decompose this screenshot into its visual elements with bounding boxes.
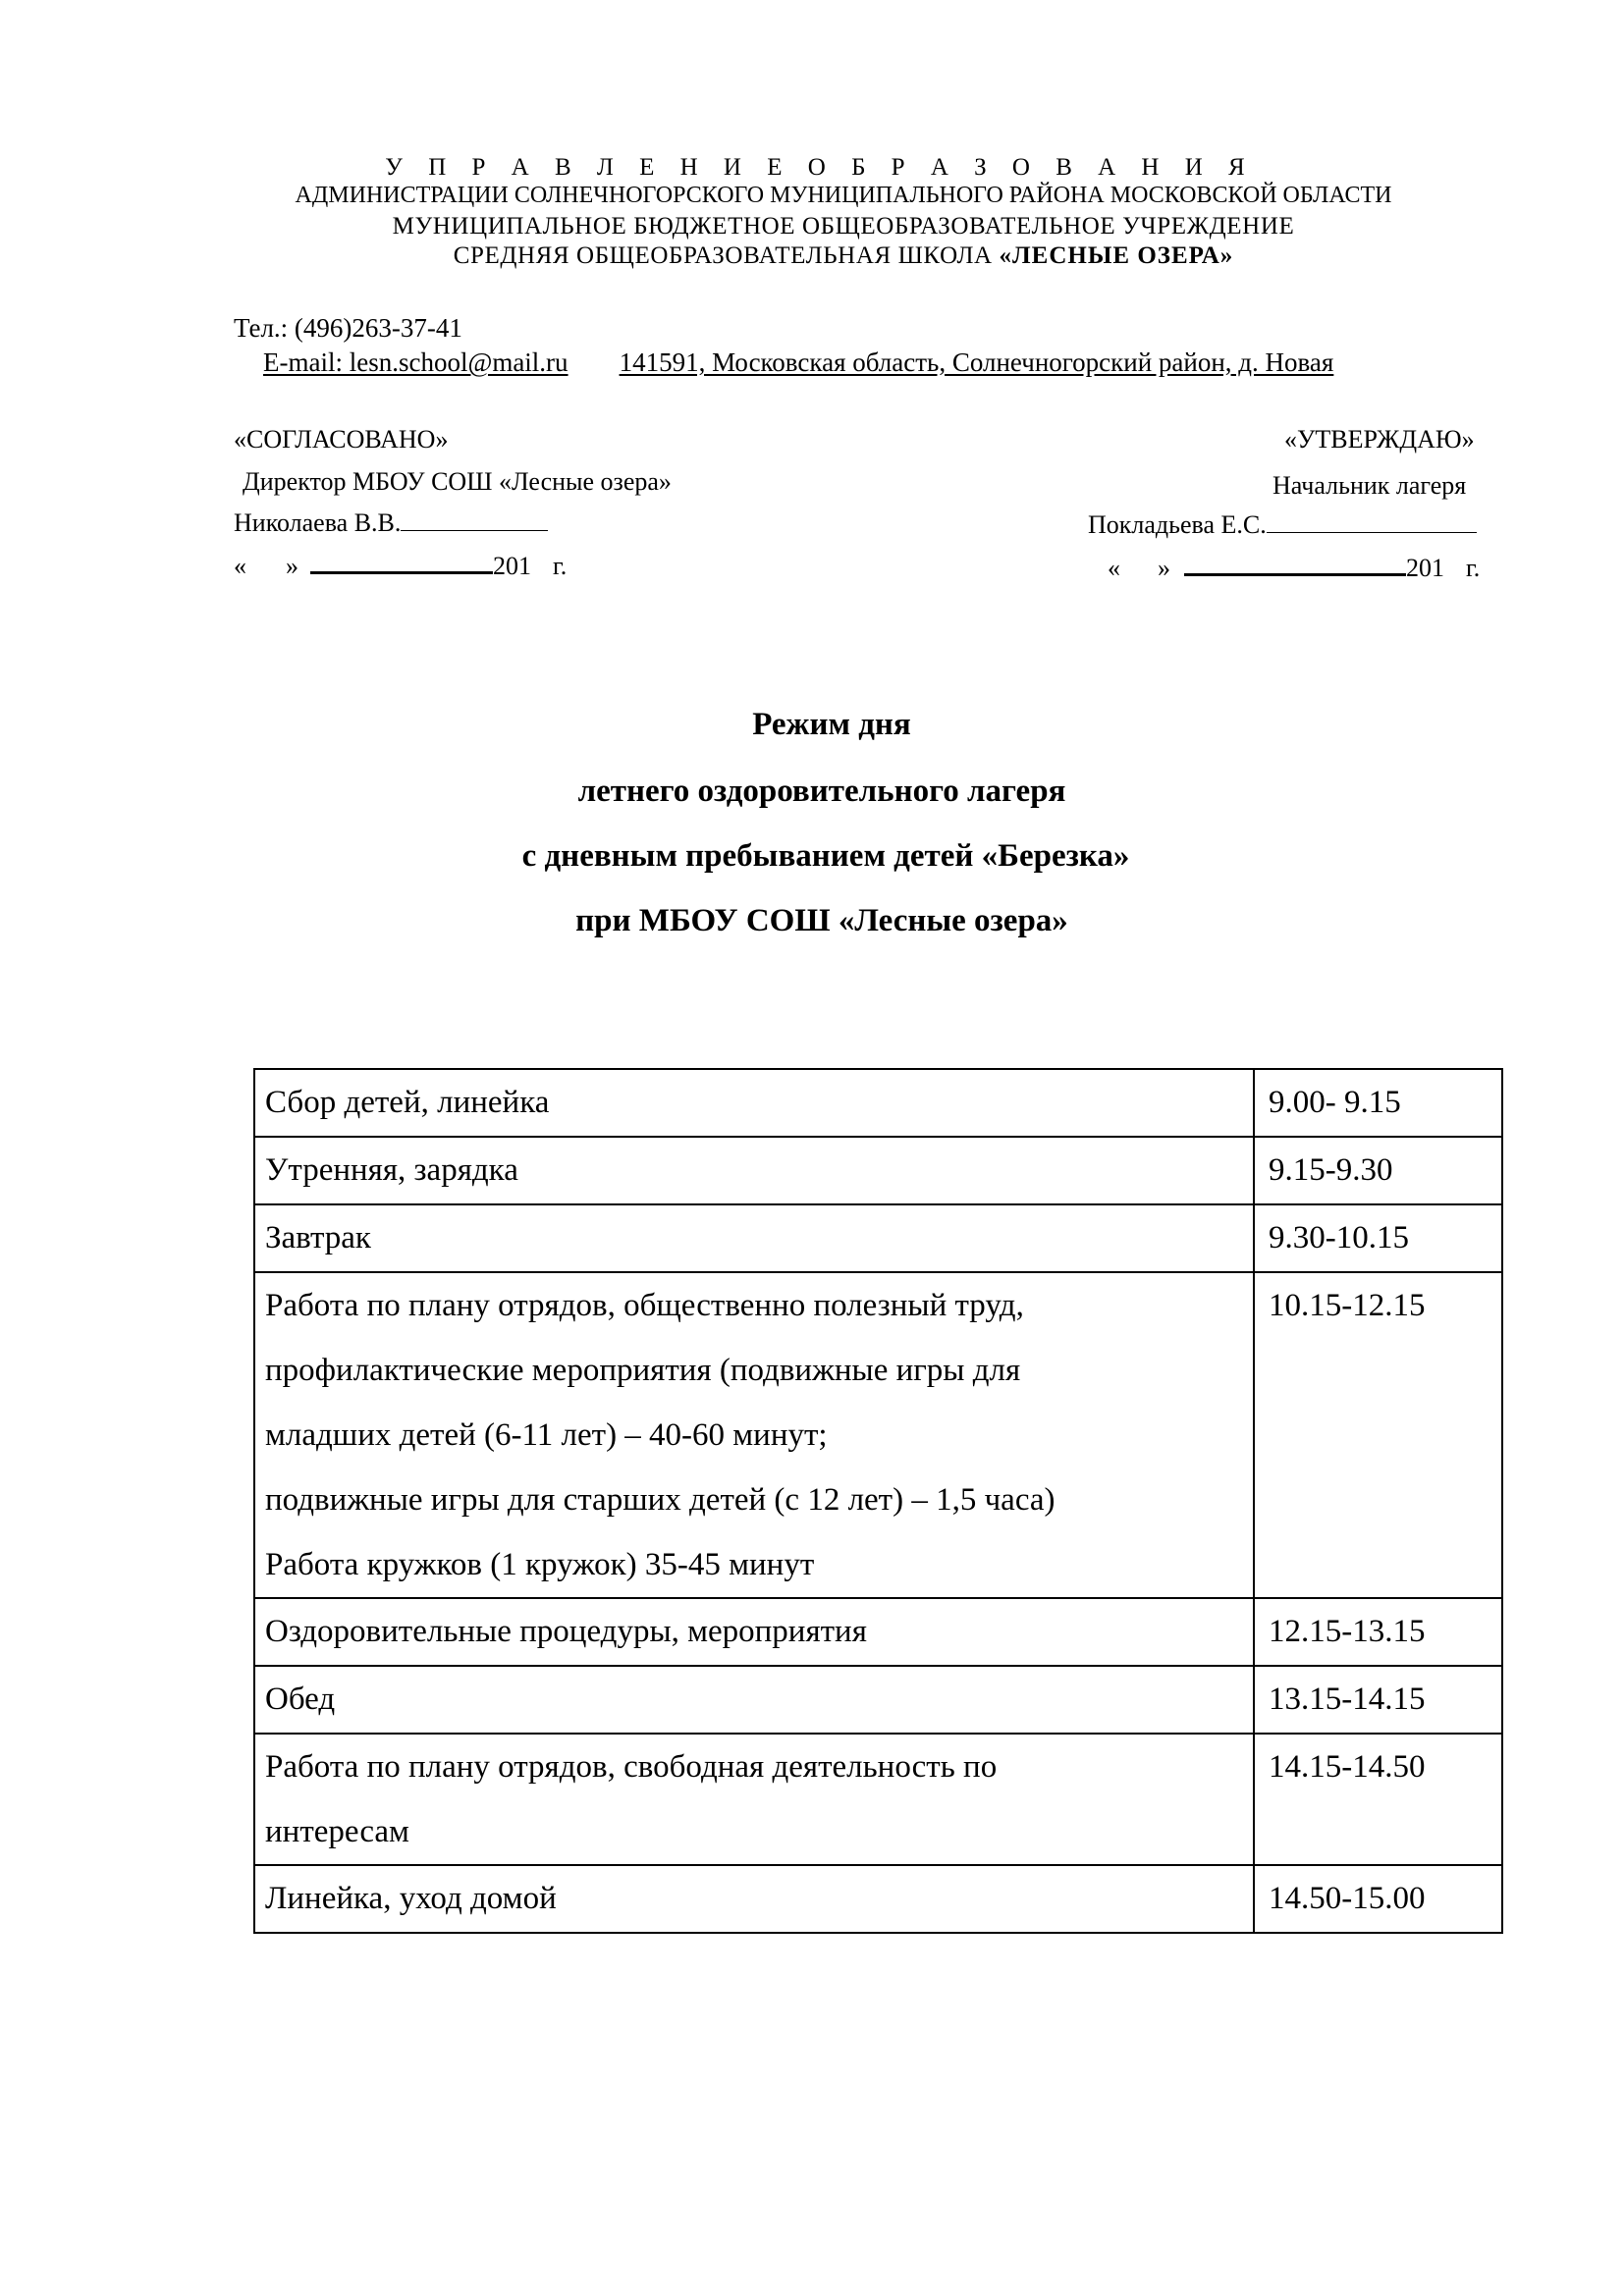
document-subtitle-school: при МБОУ СОШ «Лесные озера» [575,903,1068,938]
schedule-activity [254,1598,1254,1666]
schedule-row [254,1137,1502,1204]
date-close-quote: » [1158,554,1170,582]
activity-line: Работа по плану отрядов, свободная деятельность по [265,1749,998,1785]
approved-heading: «УТВЕРЖДАЮ» [1284,425,1475,454]
document-subtitle-camp-name: с дневным пребыванием детей «Березка» [521,838,1130,874]
agreed-date-line [234,550,567,581]
school-name: «ЛЕСНЫЕ ОЗЕРА» [999,242,1234,269]
schedule-row [254,1666,1502,1734]
date-open-quote: « [1108,554,1120,582]
date-open-quote: « [234,552,246,580]
signature-blank [1267,510,1477,533]
schedule-row [254,1598,1502,1666]
schedule-activity [254,1204,1254,1272]
approved-name: Покладьева Е.С. [1088,510,1267,539]
activity-line: Работа по плану отрядов, общественно полезный труд, [265,1288,1024,1323]
schedule-activity [254,1666,1254,1734]
schedule-time: 13.15-14.15 [1254,1666,1502,1734]
schedule-time: 14.15-14.50 [1254,1734,1502,1865]
date-year: 201 [493,552,531,580]
activity-line: Линейка, уход домой [265,1881,557,1916]
schedule-time: 12.15-13.15 [1254,1598,1502,1666]
schedule-time: 14.50-15.00 [1254,1865,1502,1933]
letterhead-school-name [31,241,1624,271]
document-subtitle-camp: летнего оздоровительного лагеря [577,774,1066,809]
schedule-activity [254,1865,1254,1933]
approved-signature-line [1088,510,1477,540]
signature-blank [401,508,548,531]
schedule-activity [254,1272,1254,1598]
date-month-blank [310,550,493,574]
activity-line: Сбор детей, линейка [265,1085,550,1120]
schedule-table [253,1068,1503,1934]
contact-line [263,347,1333,378]
letterhead-institution-type: МУНИЦИПАЛЬНОЕ БЮДЖЕТНОЕ ОБЩЕОБРАЗОВАТЕЛЬНОЕ УЧРЕЖДЕНИЕ [392,213,1295,240]
date-month-blank [1184,552,1406,576]
agreed-signature-line [234,508,548,538]
agreed-position: Директор МБОУ СОШ «Лесные озера» [243,467,672,496]
schedule-row [254,1204,1502,1272]
school-type: СРЕДНЯЯ ОБЩЕОБРАЗОВАТЕЛЬНАЯ ШКОЛА [453,242,1000,269]
approved-date-line [1108,552,1480,583]
schedule-time: 9.30-10.15 [1254,1204,1502,1272]
email-address[interactable]: E-mail: lesn.school@mail.ru [263,347,568,377]
activity-line: Завтрак [265,1220,371,1255]
schedule-row [254,1734,1502,1865]
schedule-row [254,1272,1502,1598]
activity-line: интересам [265,1814,409,1849]
schedule-time: 10.15-12.15 [1254,1272,1502,1598]
activity-line: Оздоровительные процедуры, мероприятия [265,1614,867,1649]
date-close-quote: » [286,552,298,580]
activity-line: Работа кружков (1 кружок) 35-45 минут [265,1547,815,1582]
activity-line: младших детей (6-11 лет) – 40-60 минут; [265,1417,828,1453]
activity-line: профилактические мероприятия (подвижные игры для [265,1353,1021,1388]
schedule-activity [254,1734,1254,1865]
agreed-name: Николаева В.В. [234,508,402,537]
approved-position: Начальник лагеря [1272,471,1467,500]
schedule-activity [254,1069,1254,1137]
schedule-row [254,1865,1502,1933]
date-year: 201 [1406,554,1444,582]
postal-address: 141591, Московская область, Солнечногорский район, д. Новая [619,347,1334,377]
activity-line: Обед [265,1682,336,1717]
schedule-time: 9.00- 9.15 [1254,1069,1502,1137]
document-title: Режим дня [752,707,911,742]
schedule-time: 9.15-9.30 [1254,1137,1502,1204]
letterhead-administration: АДМИНИСТРАЦИИ СОЛНЕЧНОГОРСКОГО МУНИЦИПАЛЬНОГО РАЙОНА МОСКОВСКОЙ ОБЛАСТИ [295,183,1392,208]
activity-line: подвижные игры для старших детей (с 12 лет) – 1,5 часа) [265,1482,1056,1518]
date-year-suffix: г. [1466,554,1481,582]
schedule-row [254,1069,1502,1137]
letterhead-department: У П Р А В Л Е Н И Е О Б Р А З О В А Н И Я [385,154,1255,181]
activity-line: Утренняя, зарядка [265,1152,518,1188]
agreed-heading: «СОГЛАСОВАНО» [234,425,449,454]
schedule-activity [254,1137,1254,1204]
phone-number: Тел.: (496)263-37-41 [234,313,462,343]
date-year-suffix: г. [553,552,568,580]
